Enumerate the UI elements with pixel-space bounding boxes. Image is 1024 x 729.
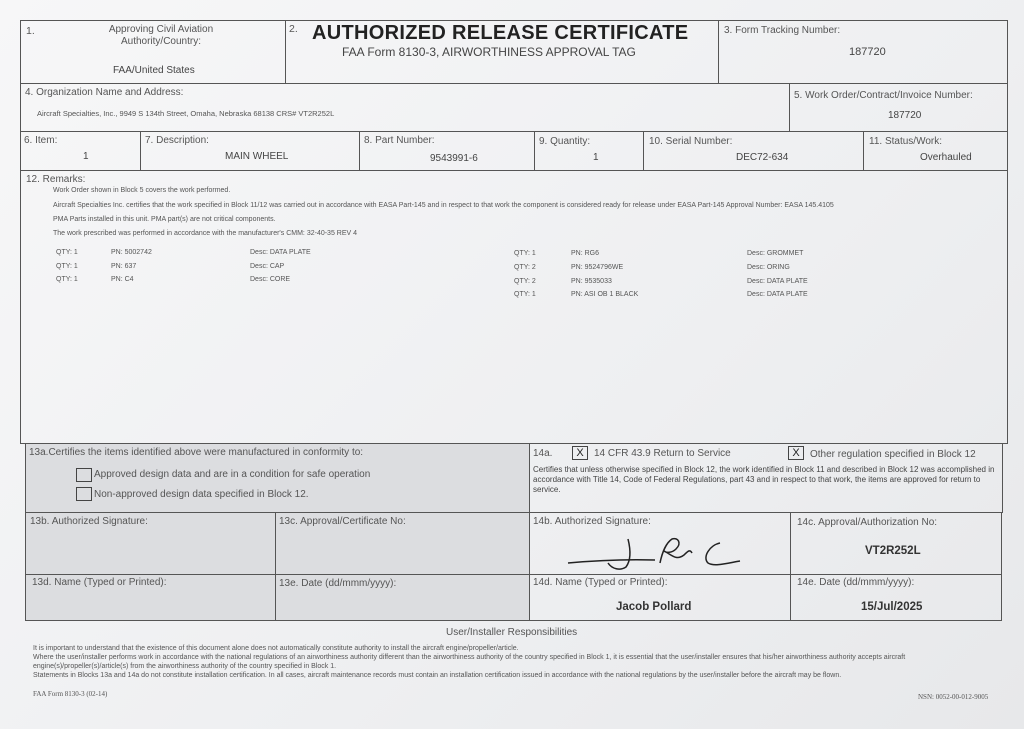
block-5 (789, 83, 1008, 132)
block-2-number: 2. (289, 23, 298, 35)
part-pn: PN: 637 (111, 263, 137, 270)
approved-design-checkbox[interactable] (76, 468, 92, 482)
block-1-number: 1. (26, 25, 35, 37)
cfr-43-9-label: 14 CFR 43.9 Return to Service (594, 448, 731, 459)
block-6 (20, 131, 141, 171)
block-14b-label: 14b. Authorized Signature: (533, 516, 651, 527)
block-8 (359, 131, 535, 171)
block-13d (25, 574, 276, 621)
block-2 (285, 20, 719, 84)
footer-paragraph: Statements in Blocks 13a and 14a do not constitute installation certification. In all cases, aircraft maintenance records must contain an installation certification issued in accordance with the national regulations by the user/installer before the aircraft may be flown. (33, 672, 842, 679)
block-13b (25, 512, 276, 575)
cfr-43-9-checkbox[interactable]: X (572, 446, 588, 460)
block-4-label: 4. Organization Name and Address: (25, 87, 184, 98)
remark-line: The work prescribed was performed in accordance with the manufacturer's CMM: 32-40-35 REV 4 (53, 230, 358, 237)
item-value: 1 (83, 151, 89, 162)
part-qty: QTY: 1 (56, 263, 78, 270)
block-13b-label: 13b. Authorized Signature: (30, 516, 148, 527)
remark-line: Work Order shown in Block 5 covers the work performed. (53, 187, 231, 194)
release-date: 15/Jul/2025 (861, 601, 923, 613)
block-14d-label: 14d. Name (Typed or Printed): (533, 577, 668, 588)
serial-number-value: DEC72-634 (736, 152, 789, 163)
block-14e-label: 14e. Date (dd/mmm/yyyy): (797, 577, 915, 588)
part-desc: Desc: CORE (250, 276, 291, 283)
block-14b (529, 512, 791, 575)
block-14a (529, 443, 1003, 513)
part-qty: QTY: 1 (514, 291, 536, 298)
non-approved-design-label: Non-approved design data specified in Block 12. (94, 489, 309, 500)
part-desc: Desc: CAP (250, 263, 285, 270)
block-5-label: 5. Work Order/Contract/Invoice Number: (794, 90, 973, 101)
block-4 (20, 83, 790, 132)
description-value: MAIN WHEEL (225, 151, 289, 162)
part-pn: PN: C4 (111, 276, 134, 283)
block-13c (275, 512, 530, 575)
signature-scribble (560, 529, 760, 573)
footer-paragraph: It is important to understand that the existence of this document alone does not automatically constitute authority to install the aircraft engine/propeller/article. (33, 645, 519, 652)
footer-paragraph: Where the user/installer performs work in accordance with the national regulations of an airworthiness authority different than the airworthiness authority of the country specified in Block 1, it is essential that the user/installer ensures that his/her airworthiness authority accepts aircraft engine(s)/propeller(s)/article(s) from the airworthiness authority of the country specified in Block 1. (33, 654, 906, 670)
block-9 (534, 131, 644, 171)
block-13c-label: 13c. Approval/Certificate No: (279, 516, 406, 527)
footer-text (33, 644, 993, 680)
block-1 (20, 20, 286, 84)
part-pn: PN: 5002742 (111, 249, 152, 256)
block-10-label: 10. Serial Number: (649, 136, 733, 147)
block-1-value: FAA/United States (113, 65, 195, 76)
block-11-label: 11. Status/Work: (869, 136, 942, 147)
block-14c (790, 512, 1002, 575)
block-7 (140, 131, 360, 171)
block-14a-label: 14a. (533, 448, 553, 459)
footer-heading: User/Installer Responsibilities (446, 627, 578, 638)
part-desc: Desc: DATA PLATE (250, 249, 311, 256)
block-12 (20, 170, 1008, 444)
approved-design-label: Approved design data and are in a condition for safe operation (94, 469, 371, 480)
part-qty: QTY: 1 (56, 249, 78, 256)
non-approved-design-checkbox[interactable] (76, 487, 92, 501)
part-qty: QTY: 1 (514, 250, 536, 257)
quantity-value: 1 (593, 152, 599, 163)
block-7-label: 7. Description: (145, 135, 209, 146)
other-regulation-checkbox[interactable]: X (788, 446, 804, 460)
block-14a-statement: Certifies that unless otherwise specified in Block 12, the work identified in Block 11 and described in Block 12 was accomplished in accordance with Title 14, Code of Federal Regulations, part 43 and in respect to that work, the items are approved for return to service. (533, 465, 995, 494)
block-10 (643, 131, 864, 171)
work-order-number: 187720 (888, 110, 922, 121)
part-pn: PN: ASI OB 1 BLACK (571, 291, 639, 298)
block-3-label: 3. Form Tracking Number: (724, 25, 841, 36)
remark-line: PMA Parts installed in this unit. PMA part(s) are not critical components. (53, 216, 276, 223)
part-pn: PN: 9524796WE (571, 264, 624, 271)
block-8-label: 8. Part Number: (364, 135, 435, 146)
block-13e-label: 13e. Date (dd/mmm/yyyy): (279, 578, 397, 589)
block-14c-label: 14c. Approval/Authorization No: (797, 517, 938, 528)
form-tracking-number: 187720 (849, 46, 886, 58)
block-13a (25, 443, 530, 513)
block-11 (863, 131, 1008, 171)
approval-authorization-number: VT2R252L (865, 545, 921, 557)
part-pn: PN: RG6 (571, 250, 600, 257)
part-desc: Desc: DATA PLATE (747, 291, 808, 298)
block-3 (718, 20, 1008, 84)
part-qty: QTY: 1 (56, 276, 78, 283)
status-work-value: Overhauled (920, 152, 972, 163)
nsn-number: NSN: 0052-00-012-9005 (918, 693, 989, 701)
part-desc: Desc: GROMMET (747, 250, 804, 257)
printed-name: Jacob Pollard (616, 601, 692, 613)
block-14d (529, 574, 791, 621)
block-12-label: 12. Remarks: (26, 174, 86, 185)
remark-line: Aircraft Specialties Inc. certifies that the work specified in Block 11/12 was carried out in accordance with EASA Part-145 and in respect to that work the component is considered ready for release under EASA Part-145 Approval Number: EASA 145.4105 (53, 202, 834, 209)
other-regulation-label: Other regulation specified in Block 12 (810, 449, 976, 460)
part-number-value: 9543991-6 (430, 153, 478, 164)
certificate-title: AUTHORIZED RELEASE CERTIFICATE (312, 22, 689, 44)
block-13d-label: 13d. Name (Typed or Printed): (32, 577, 167, 588)
certificate-subtitle: FAA Form 8130-3, AIRWORTHINESS APPROVAL TAG (342, 45, 636, 59)
block-13a-label: 13a.Certifies the items identified above were manufactured in conformity to: (29, 447, 364, 458)
part-qty: QTY: 2 (514, 278, 536, 285)
block-14e (790, 574, 1002, 621)
part-pn: PN: 9535033 (571, 278, 612, 285)
block-9-label: 9. Quantity: (539, 136, 591, 147)
part-desc: Desc: ORING (747, 264, 790, 271)
block-13e (275, 574, 530, 621)
block-1-label: Approving Civil Aviation Authority/Country: (108, 24, 214, 47)
part-qty: QTY: 2 (514, 264, 536, 271)
block-6-label: 6. Item: (24, 135, 58, 146)
form-identifier: FAA Form 8130-3 (02-14) (33, 690, 108, 698)
organization-address: Aircraft Specialties, Inc., 9949 S 134th Street, Omaha, Nebraska 68138 CRS# VT2R252L (37, 109, 335, 118)
part-desc: Desc: DATA PLATE (747, 278, 808, 285)
